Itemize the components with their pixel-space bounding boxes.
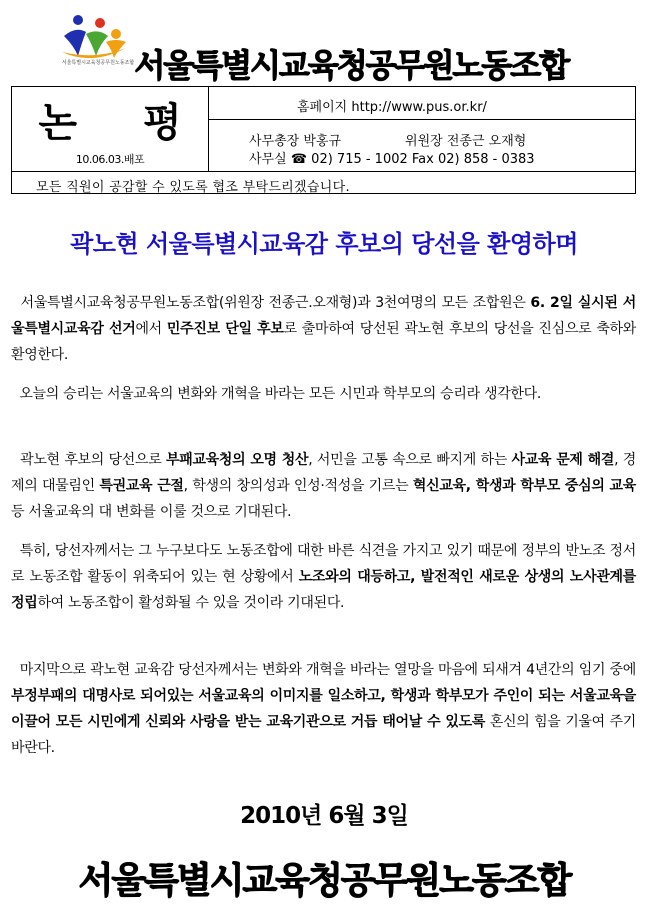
organization-name-header: 서울특별시교육청공무원노동조합	[134, 46, 568, 84]
body-paragraph-3	[11, 447, 636, 525]
emphasized-text: 민주진보 단일 후보	[166, 321, 284, 337]
contact-box	[208, 119, 636, 172]
secretary-general: 사무총장 박홍규	[249, 134, 342, 149]
document-title: 곽노현 서울특별시교육감 후보의 당선을 환영하며	[70, 230, 578, 258]
body-paragraph-2	[11, 381, 636, 407]
union-logo-graphic	[56, 12, 136, 66]
body-text: 서울특별시교육청공무원노동조합(위원장 전종근.오재형)과 3천여명의 모든 조합원은	[20, 295, 531, 311]
notice-box	[11, 171, 636, 194]
chairpersons: 위원장 전종근 오재형	[405, 134, 527, 149]
office-contact-row	[249, 148, 535, 167]
body-text: 혼신의 힘을 기울여 주기 바란다.	[11, 714, 636, 756]
phone-icon: ☎	[290, 152, 308, 167]
body-text: 등 서울교육의 대 변화를 이룰 것으로 기대된다.	[11, 504, 292, 520]
commentary-label: 논 평	[38, 100, 208, 146]
emphasized-text: 사교육 문제 해결	[511, 452, 615, 468]
union-logo	[56, 12, 136, 66]
body-text: 오늘의 승리는 서울교육의 변화와 개혁을 바라는 모든 시민과 학부모의 승리라 생각한다.	[19, 386, 542, 402]
signature-organization: 서울특별시교육청공무원노동조합	[78, 860, 570, 901]
body-paragraph-4	[11, 538, 636, 616]
distribution-date: 10.06.03.배포	[75, 153, 145, 166]
signature-date: 2010년 6월 3일	[240, 803, 408, 829]
notice-text: 모든 직원이 공감할 수 있도록 협조 부탁드리겠습니다.	[36, 180, 350, 195]
emphasized-text: 혁신교육, 학생과 학부모 중심의 교육	[412, 478, 636, 494]
body-text: , 서민을 고통 속으로 빠지게 하는	[308, 452, 512, 468]
emphasized-text: 6. 2일 실시된 서울특별시교육감 선거	[11, 295, 636, 337]
body-text: 로 출마하여 당선된 곽노현 후보의 당선을 진심으로 축하와 환영한다.	[11, 321, 636, 363]
body-text: 특히, 당선자께서는 그 누구보다도 노동조합에 대한 바른 식견을 가지고 있기 때문에 정부의 반노조 정서로 노동조합 활동이 위축되어 있는 현 상황에서	[11, 543, 636, 585]
body-text: , 학생의 창의성과 인성·적성을 기르는	[183, 478, 413, 494]
homepage-text: 홈페이지 http://www.pus.or.kr/	[297, 100, 487, 115]
body-text: 마지막으로 곽노현 교육감 당선자께서는 변화와 개혁을 바라는 열망을 마음에 되새겨 4년간의 임기 중에	[19, 662, 636, 678]
phone-fax-numbers: 02) 715 - 1002 Fax 02) 858 - 0383	[311, 152, 535, 167]
officers-row	[249, 130, 526, 149]
body-text: 하여 노동조합이 활성화될 수 있을 것이라 기대된다.	[37, 595, 345, 611]
body-paragraph-5	[11, 657, 636, 761]
body-paragraph-1	[11, 290, 636, 368]
logo-caption: 서울특별시교육청공무원노동조합	[61, 60, 135, 66]
office-label: 사무실	[249, 152, 287, 167]
body-text: 에서	[135, 321, 167, 337]
emphasized-text: 부정부패의 대명사로 되어있는 서울교육의 이미지를 일소하고, 학생과 학부모가 주인이 되는 서울교육을 이끌어 모든 시민에게 신뢰와 사랑을 받는 교육기관으로 거듭 태어날 수 있도록	[11, 688, 636, 730]
body-text: 곽노현 후보의 당선으로	[20, 452, 166, 468]
emphasized-text: 부패교육청의 오명 청산	[166, 452, 309, 468]
emphasized-text: 노조와의 대등하고, 발전적인 새로운 상생의 노사관계를 정립	[11, 569, 636, 611]
homepage-box	[208, 86, 636, 120]
body-text: , 경제의 대물림인	[11, 452, 636, 494]
commentary-label-box	[11, 86, 209, 172]
emphasized-text: 특권교육 근절	[99, 478, 184, 494]
